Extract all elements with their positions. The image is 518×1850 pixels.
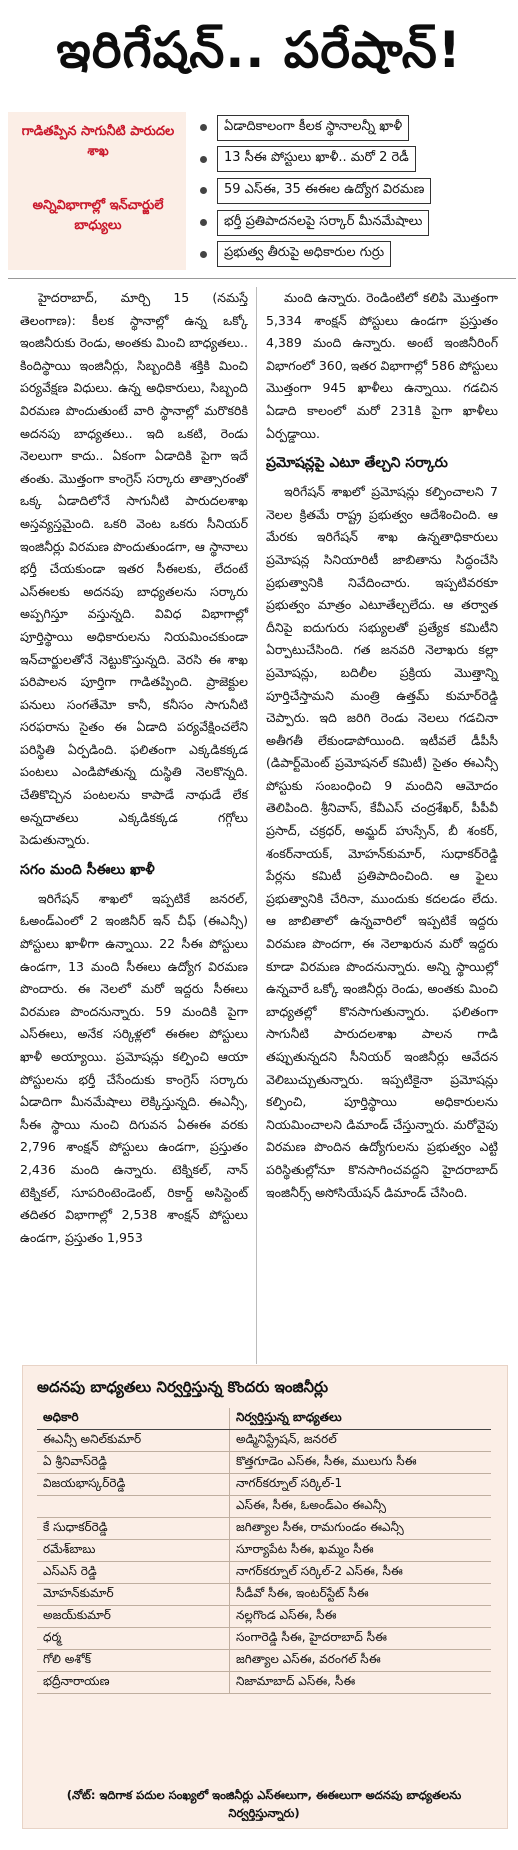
table-row — [37, 1628, 491, 1650]
officer-cell: ధర్మ — [37, 1628, 230, 1650]
table-row — [37, 1452, 491, 1474]
deck-bullet — [194, 175, 516, 207]
duties-cell: ఎస్‌ఈ, సీఈ, ఓఅండ్ఎం ఈఎన్సీ — [230, 1496, 492, 1518]
bullet-icon — [200, 187, 207, 194]
duties-cell: నాగర్‌కర్నూల్ సర్కిల్-1 — [230, 1474, 492, 1496]
bullet-text: 13 సీఈ పోస్టులు ఖాళీ.. మరో 2 రెడీ — [217, 146, 416, 172]
officer-cell: కే సుధాకర్‌రెడ్డి — [37, 1518, 230, 1540]
table-row — [37, 1562, 491, 1584]
bullet-icon — [200, 219, 207, 226]
deck-bullet — [194, 144, 516, 176]
deck-bullet — [194, 112, 516, 144]
duties-cell: సీడీవో సీఈ, ఇంటర్‌స్టేట్ సీఈ — [230, 1584, 492, 1606]
officer-cell — [37, 1496, 230, 1518]
duties-cell: సూర్యాపేట సీఈ, ఖమ్మం సీఈ — [230, 1540, 492, 1562]
duties-cell: నాగర్‌కర్నూల్ సర్కిల్-2 ఎస్‌ఈ, సీఈ — [230, 1562, 492, 1584]
section-heading: సగం మంది సీఈలు ఖాళీ — [20, 861, 155, 878]
column-header: అధికారి — [37, 1408, 230, 1430]
headline: ఇరిగేషన్.. పరేషాన్! — [56, 20, 462, 79]
kicker-incharge: అన్నివిభాగాల్లో ఇన్‌చార్జులే బాధ్యులు — [32, 198, 164, 233]
table-row — [37, 1496, 491, 1518]
duties-cell: జగిత్యాల సీఈ, రామగుండం ఈఎన్సీ — [230, 1518, 492, 1540]
deck-bullets — [194, 112, 516, 270]
table-row — [37, 1540, 491, 1562]
officer-cell: ఏ శ్రీనివాస్‌రెడ్డి — [37, 1452, 230, 1474]
officer-cell: ఈఎన్సీ అనిల్‌కుమార్ — [37, 1430, 230, 1452]
officer-cell: అజయ్‌కుమార్ — [37, 1606, 230, 1628]
bullet-text: ఏడాదికాలంగా కీలక స్థానాలన్నీ ఖాళీ — [217, 115, 409, 141]
deck-kicker-panel — [8, 112, 186, 270]
article-paragraph: ఇరిగేషన్ శాఖలో ఇప్పటికే జనరల్, ఓఅండ్ఎంలో 2 ఇంజినీర్ ఇన్ చీఫ్ (ఈఎన్సీ) పోస్టులు ఖాళీగా ఉన్నాయి. 22 సీఈ పోస్టులు ఉండగా, 13 మంది సీఈలు ఉద్యోగ విరమణ పొందారు. ఈ నెలలో మరో ఇద్దరు సీఈలు విరమణ పొందనున్నారు. 59 మందికి పైగా ఎస్‌ఈలు, అనేక సర్కిళ్లలో ఈఈల పోస్టులు ఖాళీ అయ్యాయి. ప్రమోషన్లు కల్పించి ఆయా పోస్టులను భర్తీ చేసేందుకు కాంగ్రెస్ సర్కారు ఏడాదిగా మీనమేషాలు లెక్కిస్తున్నది. ఈఎన్సీ, సీఈ స్థాయి నుంచి దిగువన ఏఈఈ వరకు 2,796 శాంక్షన్ పోస్టులు ఉండగా, ప్రస్తుతం 2,436 మంది ఉన్నారు. టెక్నికల్, నాన్ టెక్నికల్, సూపరింటెండెంట్, రికార్డ్ అసిస్టెంట్ తదితర విభాగాల్లో 2,538 శాంక్షన్ పోస్టులు ఉండగా, ప్రస్తుతం 1,953 — [20, 890, 248, 1245]
officer-cell: భద్రీనారాయణ — [37, 1672, 230, 1694]
officer-cell: ఎస్ఎస్ రెడ్డి — [37, 1562, 230, 1584]
table-header-row — [37, 1408, 491, 1430]
divider — [8, 278, 516, 279]
table-row — [37, 1474, 491, 1496]
officer-cell: మోహన్‌కుమార్ — [37, 1584, 230, 1606]
table-row — [37, 1672, 491, 1694]
deck-bullet — [194, 238, 516, 270]
bullet-icon — [200, 251, 207, 258]
bullet-icon — [200, 156, 207, 163]
bullet-text: 59 ఎస్‌ఈ, 35 ఈఈల ఉద్యోగ విరమణ — [217, 178, 431, 204]
engineers-table-box — [22, 1365, 508, 1829]
duties-cell: నల్లగొండ ఎస్‌ఈ, సీఈ — [230, 1606, 492, 1628]
column-rule — [256, 287, 257, 1364]
column-header: నిర్వర్తిస్తున్న బాధ్యతలు — [230, 1408, 492, 1430]
officer-cell: రమేశ్‌బాబు — [37, 1540, 230, 1562]
bullet-icon — [200, 124, 207, 131]
table-note: (నోట్: ఇదిగాక పదుల సంఖ్యలో ఇంజినీర్లు ఎస్‌ఈలుగా, ఈఈలుగా అదనపు బాధ్యతలను నిర్వర్తిస్తున్నారు) — [66, 1788, 462, 1820]
article-column-right — [266, 287, 498, 1208]
duties-cell: కొత్తగూడెం ఎస్‌ఈ, సీఈ, ములుగు సీఈ — [230, 1452, 492, 1474]
bullet-text: ప్రభుత్వ తీరుపై అధికారుల గుర్రు — [217, 241, 391, 267]
officer-cell: విజయభాస్కర్‌రెడ్డి — [37, 1474, 230, 1496]
duties-cell: అడ్మినిస్ట్రేషన్, జనరల్ — [230, 1430, 492, 1452]
deck-bullet — [194, 207, 516, 239]
engineers-table — [37, 1408, 491, 1694]
article-column-left — [20, 287, 248, 1253]
bullet-text: భర్తీ ప్రతిపాదనలపై సర్కార్ మీనమేషాలు — [217, 210, 429, 236]
kicker-dept: గాడితప్పిన సాగునీటి పారుదల శాఖ — [21, 124, 175, 159]
officer-cell: గోలి అశోక్ — [37, 1650, 230, 1672]
table-row — [37, 1650, 491, 1672]
table-title: అదనపు బాధ్యతలు నిర్వర్తిస్తున్న కొందరు ఇంజినీర్లు — [37, 1378, 329, 1396]
duties-cell: సంగారెడ్డి సీఈ, హైదరాబాద్ సీఈ — [230, 1628, 492, 1650]
table-row — [37, 1518, 491, 1540]
table-row — [37, 1606, 491, 1628]
duties-cell: జగిత్యాల ఎస్‌ఈ, వరంగల్ సీఈ — [230, 1650, 492, 1672]
article-paragraph: హైదరాబాద్, మార్చి 15 (నమస్తే తెలంగాణ): కీలక స్థానాల్లో ఉన్న ఒక్కో ఇంజినీరుకు రెండు, అంతకు మించి బాధ్యతలు.. కిందిస్థాయి ఇంజినీర్లు, సిబ్బందికి శక్తికి మించి పర్యవేక్షణ విధులు. ఉన్న అధికారులు, సిబ్బంది విరమణ పొందుతుంటే వారి స్థానాల్లో మరొకరికి అదనపు బాధ్యతలు.. ఇది ఒకటి, రెండు నెలలుగా కాదు.. ఏకంగా ఏడాదికి పైగా ఇదే తంతు. మొత్తంగా కాంగ్రెస్ సర్కారు తాత్సారంతో ఒక్క ఏడాదిలోనే సాగునీటి పారుదలశాఖ అస్తవ్యస్తమైంది. ఒకరి వెంట ఒకరు సీనియర్ ఇంజినీర్లు విరమణ పొందుతుండగా, ఆ స్థానాలు భర్తీ చేయకుండా ఇతర సీఈలకు, లేదంటే ఎస్‌ఈలకు అదనపు బాధ్యతలను సర్కారు అప్పగిస్తూ వస్తున్నది. వివిధ విభాగాల్లో పూర్తిస్థాయి అధికారులను నియమించకుండా ఇన్‌చార్జులతోనే నెట్టుకొస్తున్నది. వెరసి ఈ శాఖ పరిపాలన పూర్తిగా గాడితప్పింది. ప్రాజెక్టుల పనులు సంగతేమో కానీ, కనీసం సాగునీటి సరఫరాను సైతం ఈ ఏడాది పర్యవేక్షించలేని పరిస్థితి ఏర్పడింది. ఫలితంగా ఎక్కడికక్కడ పంటలు ఎండిపోతున్న దుస్థితి నెలకొన్నది. చేతికొచ్చిన పంటలను కాపాడే నాథుడే లేక అన్నదాతలు ఎక్కడికక్కడ గగ్గోలు పెడుతున్నారు. — [20, 290, 248, 848]
table-row — [37, 1430, 491, 1452]
duties-cell: నిజామాబాద్ ఎస్‌ఈ, సీఈ — [230, 1672, 492, 1694]
deck — [8, 112, 516, 270]
article-paragraph: మంది ఉన్నారు. రెండింటిలో కలిపి మొత్తంగా 5,334 శాంక్షన్ పోస్టులు ఉండగా ప్రస్తుతం 4,389 మంది ఉన్నారు. అంటే ఇంజినీరింగ్ విభాగంలో 360, ఇతర విభాగాల్లో 586 పోస్టులు మొత్తంగా 945 ఖాళీలు ఉన్నాయి. గడచిన ఏడాది కాలంలో మరో 231కి పైగా ఖాళీలు ఏర్పడ్డాయి. — [266, 290, 498, 441]
article-paragraph: ఇరిగేషన్ శాఖలో ప్రమోషన్లు కల్పించాలని 7 నెలల క్రితమే రాష్ట్ర ప్రభుత్వం ఆదేశించింది. ఆ మేరకు ఇరిగేషన్ శాఖ ఉన్నతాధికారులు ప్రమోషన్ల సినియారిటీ జాబితాను సిద్ధంచేసి ప్రభుత్వానికి నివేదించారు. ఇప్పటివరకూ ప్రభుత్వం మాత్రం ఎటూతేల్చలేదు. ఆ తర్వాత దీనిపై ఐదుగురు సభ్యులతో ప్రత్యేక కమిటీని ఏర్పాటుచేసింది. గత జనవరి నెలాఖరు కల్లా ప్రమోషన్లు, బదిలీల ప్రక్రియ మొత్తాన్ని పూర్తిచేస్తామని మంత్రి ఉత్తమ్ కుమార్‌రెడ్డి చెప్పారు. ఇది జరిగి రెండు నెలలు గడచినా అతీగతీ లేకుండాపోయింది. ఇటీవలే డీపీసీ (డిపార్ట్‌మెంట్ ప్రమోషనల్ కమిటీ) సైతం ఈఎన్సీ పోస్టుకు సంబంధించి 9 మందిని ఆమోదం తెలిపింది. శ్రీనివాస్, కేవీఎస్ చంద్రశేఖర్, పీపీవీ ప్రసాద్, చక్రధర్, అమ్జద్ హుస్సేన్, బీ శంకర్, శంకర్‌నాయక్, మోహన్‌కుమార్, సుధాకర్‌రెడ్డి పేర్లను కమిటీ ప్రతిపాదించింది. ఆ ఫైలు ప్రభుత్వానికి చేరినా, ముందుకు కదలడం లేదు. ఆ జాబితాలో ఉన్నవారిలో ఇప్పటికే ఇద్దరు విరమణ పొందగా, ఈ నెలాఖరున మరో ఇద్దరు కూడా విరమణ పొందనున్నారు. అన్ని స్థాయిల్లో ఉన్నవారే ఒక్కో ఇంజినీర్లు రెండు, అంతకు మించి బాధ్యతల్లో కొనసాగుతున్నారు. ఫలితంగా సాగునీటి పారుదలశాఖ పాలన గాడి తప్పుతున్నదని సీనియర్ ఇంజినీర్లు ఆవేదన వెలిబుచ్చుతున్నారు. ఇప్పటికైనా ప్రమోషన్లు కల్పించి, పూర్తిస్థాయి అధికారులను నియమించాలని డిమాండ్ చేస్తున్నారు. మరోవైపు విరమణ పొందిన ఉద్యోగులను ప్రభుత్వం ఎట్టి పరిస్థితుల్లోనూ కొనసాగించవద్దని హైదరాబాద్ ఇంజినీర్స్ అసోసియేషన్ డిమాండ్ చేసింది. — [266, 484, 498, 1200]
table-body — [37, 1430, 491, 1694]
table-row — [37, 1584, 491, 1606]
section-heading: ప్రమోషన్లపై ఎటూ తేల్చని సర్కారు — [266, 455, 448, 472]
